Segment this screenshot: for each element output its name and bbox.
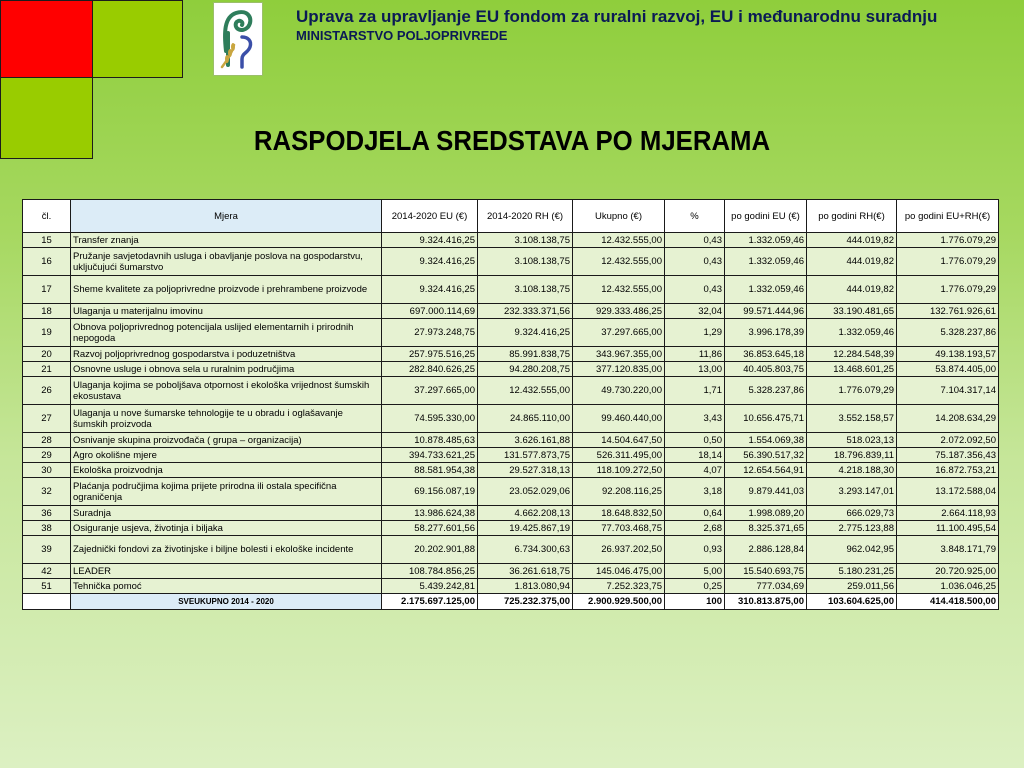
cell-rh: 232.333.371,56 [478,304,573,319]
cell-god-eu: 1.332.059,46 [725,248,807,276]
cell-god-eurh: 1.036.046,25 [897,579,999,594]
cell-god-eu: 40.405.803,75 [725,362,807,377]
table-header-row [23,200,999,233]
cell-god-eu: 1.554.069,38 [725,433,807,448]
cell-god-eu: 36.853.645,18 [725,347,807,362]
total-empty-cell [23,594,71,610]
cell-god-eu: 1.332.059,46 [725,276,807,304]
cell-rh: 4.662.208,13 [478,506,573,521]
cell-pct: 2,68 [665,521,725,536]
cell-ukupno: 14.504.647,50 [573,433,665,448]
cell-mjera: Ulaganja kojima se poboljšava otpornost i ekološka vrijednost šumskih ekosustava [71,377,382,405]
cell-god-rh: 33.190.481,65 [807,304,897,319]
cell-mjera: Plaćanja područjima kojima prijete prirodna ili ostala specifična ograničenja [71,478,382,506]
table-row [23,377,999,405]
cell-mjera: Ulaganja u nove šumarske tehnologije te u obradu i oglašavanje šumskih proizvoda [71,405,382,433]
cell-mjera: Osnivanje skupina proizvođača ( grupa – organizacija) [71,433,382,448]
cell-eu: 9.324.416,25 [382,276,478,304]
cell-god-rh: 12.284.548,39 [807,347,897,362]
cell-ukupno: 26.937.202,50 [573,536,665,564]
cell-god-eurh: 1.776.079,29 [897,276,999,304]
cell-ukupno: 377.120.835,00 [573,362,665,377]
cell-pct: 3,18 [665,478,725,506]
cell-god-eu: 10.656.475,71 [725,405,807,433]
cell-mjera: Sheme kvalitete za poljoprivredne proizvode i prehrambene proizvode [71,276,382,304]
cell-cl: 29 [23,448,71,463]
cell-cl: 21 [23,362,71,377]
table-row [23,521,999,536]
cell-ukupno: 7.252.323,75 [573,579,665,594]
cell-eu: 697.000.114,69 [382,304,478,319]
total-god-rh: 103.604.625,00 [807,594,897,610]
cell-cl: 51 [23,579,71,594]
cell-god-rh: 518.023,13 [807,433,897,448]
cell-god-eurh: 20.720.925,00 [897,564,999,579]
cell-eu: 10.878.485,63 [382,433,478,448]
table-row [23,433,999,448]
cell-cl: 16 [23,248,71,276]
total-ukupno: 2.900.929.500,00 [573,594,665,610]
cell-rh: 94.280.208,75 [478,362,573,377]
table-row [23,405,999,433]
cell-eu: 27.973.248,75 [382,319,478,347]
col-header-cl: čl. [23,200,71,233]
cell-god-rh: 962.042,95 [807,536,897,564]
cell-god-eurh: 3.848.171,79 [897,536,999,564]
cell-god-rh: 444.019,82 [807,248,897,276]
cell-rh: 9.324.416,25 [478,319,573,347]
cell-god-eu: 777.034,69 [725,579,807,594]
cell-eu: 5.439.242,81 [382,579,478,594]
cell-god-rh: 18.796.839,11 [807,448,897,463]
cell-god-eu: 2.886.128,84 [725,536,807,564]
cell-god-eurh: 13.172.588,04 [897,478,999,506]
cell-ukupno: 118.109.272,50 [573,463,665,478]
table-row [23,579,999,594]
table-row [23,362,999,377]
cell-eu: 108.784.856,25 [382,564,478,579]
table-row [23,564,999,579]
cell-god-eurh: 75.187.356,43 [897,448,999,463]
table-row [23,319,999,347]
page-title: RASPODJELA SREDSTAVA PO MJERAMA [253,125,771,156]
cell-rh: 3.108.138,75 [478,248,573,276]
cell-eu: 58.277.601,56 [382,521,478,536]
table-body [23,233,999,594]
cell-pct: 13,00 [665,362,725,377]
total-rh: 725.232.375,00 [478,594,573,610]
cell-god-eu: 3.996.178,39 [725,319,807,347]
cell-mjera: LEADER [71,564,382,579]
cell-eu: 88.581.954,38 [382,463,478,478]
table-row [23,304,999,319]
allocation-table [22,199,999,610]
cell-mjera: Razvoj poljoprivrednog gospodarstva i poduzetništva [71,347,382,362]
cell-cl: 18 [23,304,71,319]
cell-rh: 131.577.873,75 [478,448,573,463]
table-row [23,536,999,564]
col-header-god-rh: po godini RH(€) [807,200,897,233]
cell-ukupno: 526.311.495,00 [573,448,665,463]
allocation-table-container [22,199,998,610]
cell-mjera: Suradnja [71,506,382,521]
total-label: SVEUKUPNO 2014 - 2020 [71,594,382,610]
cell-pct: 0,43 [665,248,725,276]
cell-god-eu: 56.390.517,32 [725,448,807,463]
cell-ukupno: 929.333.486,25 [573,304,665,319]
cell-rh: 6.734.300,63 [478,536,573,564]
cell-pct: 11,86 [665,347,725,362]
cell-cl: 39 [23,536,71,564]
cell-pct: 0,43 [665,233,725,248]
cell-ukupno: 92.208.116,25 [573,478,665,506]
cell-god-eurh: 2.664.118,93 [897,506,999,521]
cell-rh: 3.626.161,88 [478,433,573,448]
cell-mjera: Ulaganja u materijalnu imovinu [71,304,382,319]
table-total-row [23,594,999,610]
cell-mjera: Zajednički fondovi za životinjske i biljne bolesti i ekološke incidente [71,536,382,564]
cell-ukupno: 12.432.555,00 [573,248,665,276]
table-row [23,276,999,304]
cell-ukupno: 18.648.832,50 [573,506,665,521]
cell-cl: 32 [23,478,71,506]
cell-cl: 38 [23,521,71,536]
cell-cl: 28 [23,433,71,448]
cell-god-rh: 1.776.079,29 [807,377,897,405]
cell-god-eu: 99.571.444,96 [725,304,807,319]
cell-god-rh: 4.218.188,30 [807,463,897,478]
table-row [23,463,999,478]
cell-god-eurh: 2.072.092,50 [897,433,999,448]
total-pct: 100 [665,594,725,610]
cell-eu: 74.595.330,00 [382,405,478,433]
cell-cl: 30 [23,463,71,478]
cell-ukupno: 12.432.555,00 [573,233,665,248]
cell-god-rh: 3.293.147,01 [807,478,897,506]
cell-god-eurh: 11.100.495,54 [897,521,999,536]
cell-god-eu: 9.879.441,03 [725,478,807,506]
cell-pct: 0,50 [665,433,725,448]
cell-eu: 9.324.416,25 [382,248,478,276]
cell-pct: 0,25 [665,579,725,594]
ministry-logo-graphic [214,3,262,75]
cell-god-eurh: 53.874.405,00 [897,362,999,377]
cell-cl: 27 [23,405,71,433]
cell-god-eu: 1.332.059,46 [725,233,807,248]
cell-ukupno: 99.460.440,00 [573,405,665,433]
cell-god-eurh: 5.328.237,86 [897,319,999,347]
cell-pct: 18,14 [665,448,725,463]
col-header-pct: % [665,200,725,233]
cell-eu: 13.986.624,38 [382,506,478,521]
cell-rh: 3.108.138,75 [478,276,573,304]
cell-god-eurh: 14.208.634,29 [897,405,999,433]
cell-god-rh: 5.180.231,25 [807,564,897,579]
total-god-eu: 310.813.875,00 [725,594,807,610]
cell-rh: 36.261.618,75 [478,564,573,579]
cell-god-rh: 13.468.601,25 [807,362,897,377]
cell-mjera: Osnovne usluge i obnova sela u ruralnim područjima [71,362,382,377]
cell-god-eu: 15.540.693,75 [725,564,807,579]
cell-eu: 69.156.087,19 [382,478,478,506]
cell-mjera: Transfer znanja [71,233,382,248]
cell-rh: 12.432.555,00 [478,377,573,405]
cell-rh: 24.865.110,00 [478,405,573,433]
cell-eu: 37.297.665,00 [382,377,478,405]
cell-god-rh: 3.552.158,57 [807,405,897,433]
cell-pct: 3,43 [665,405,725,433]
cell-eu: 9.324.416,25 [382,233,478,248]
cell-pct: 32,04 [665,304,725,319]
cell-mjera: Obnova poljoprivrednog potencijala uslijed elementarnih i prirodnih nepogoda [71,319,382,347]
table-row [23,248,999,276]
cell-god-eu: 8.325.371,65 [725,521,807,536]
cell-eu: 20.202.901,88 [382,536,478,564]
cell-eu: 282.840.626,25 [382,362,478,377]
table-row [23,478,999,506]
cell-eu: 394.733.621,25 [382,448,478,463]
cell-god-eu: 1.998.089,20 [725,506,807,521]
cell-god-rh: 444.019,82 [807,233,897,248]
header [296,6,996,43]
cell-ukupno: 37.297.665,00 [573,319,665,347]
cell-ukupno: 12.432.555,00 [573,276,665,304]
header-subtitle: MINISTARSTVO POLJOPRIVREDE [296,28,508,43]
cell-pct: 0,93 [665,536,725,564]
cell-rh: 29.527.318,13 [478,463,573,478]
cell-pct: 0,64 [665,506,725,521]
cell-mjera: Osiguranje usjeva, životinja i biljaka [71,521,382,536]
total-god-eurh: 414.418.500,00 [897,594,999,610]
cell-god-eurh: 16.872.753,21 [897,463,999,478]
cell-mjera: Pružanje savjetodavnih usluga i obavljanje poslova na gospodarstvu, uključujući šumarstvo [71,248,382,276]
cell-ukupno: 77.703.468,75 [573,521,665,536]
cell-pct: 1,71 [665,377,725,405]
cell-god-eurh: 1.776.079,29 [897,248,999,276]
cell-cl: 42 [23,564,71,579]
cell-cl: 15 [23,233,71,248]
col-header-god-eu: po godini EU (€) [725,200,807,233]
header-title: Uprava za upravljanje EU fondom za ruralni razvoj, EU i međunarodnu suradnju [296,7,938,26]
cell-rh: 3.108.138,75 [478,233,573,248]
table-row [23,233,999,248]
cell-eu: 257.975.516,25 [382,347,478,362]
table-row [23,506,999,521]
cell-god-eurh: 49.138.193,57 [897,347,999,362]
cell-god-eurh: 132.761.926,61 [897,304,999,319]
col-header-rh: 2014-2020 RH (€) [478,200,573,233]
cell-cl: 17 [23,276,71,304]
cell-ukupno: 145.046.475,00 [573,564,665,579]
cell-cl: 19 [23,319,71,347]
cell-rh: 23.052.029,06 [478,478,573,506]
cell-mjera: Agro okolišne mjere [71,448,382,463]
green-square-top [92,0,183,78]
cell-ukupno: 343.967.355,00 [573,347,665,362]
col-header-ukupno: Ukupno (€) [573,200,665,233]
cell-god-rh: 259.011,56 [807,579,897,594]
table-row [23,448,999,463]
cell-cl: 26 [23,377,71,405]
col-header-eu: 2014-2020 EU (€) [382,200,478,233]
cell-cl: 20 [23,347,71,362]
cell-pct: 4,07 [665,463,725,478]
total-eu: 2.175.697.125,00 [382,594,478,610]
cell-rh: 1.813.080,94 [478,579,573,594]
cell-ukupno: 49.730.220,00 [573,377,665,405]
cell-mjera: Ekološka proizvodnja [71,463,382,478]
cell-rh: 85.991.838,75 [478,347,573,362]
ministry-logo-icon [213,2,263,76]
cell-cl: 36 [23,506,71,521]
cell-mjera: Tehnička pomoć [71,579,382,594]
cell-god-rh: 666.029,73 [807,506,897,521]
cell-god-eu: 5.328.237,86 [725,377,807,405]
cell-pct: 0,43 [665,276,725,304]
cell-god-rh: 444.019,82 [807,276,897,304]
cell-god-rh: 1.332.059,46 [807,319,897,347]
cell-god-rh: 2.775.123,88 [807,521,897,536]
cell-god-eurh: 1.776.079,29 [897,233,999,248]
cell-rh: 19.425.867,19 [478,521,573,536]
cell-pct: 1,29 [665,319,725,347]
cell-god-eurh: 7.104.317,14 [897,377,999,405]
cell-god-eu: 12.654.564,91 [725,463,807,478]
table-row [23,347,999,362]
col-header-god-eurh: po godini EU+RH(€) [897,200,999,233]
red-square [0,0,93,78]
cell-pct: 5,00 [665,564,725,579]
col-header-mjera: Mjera [71,200,382,233]
